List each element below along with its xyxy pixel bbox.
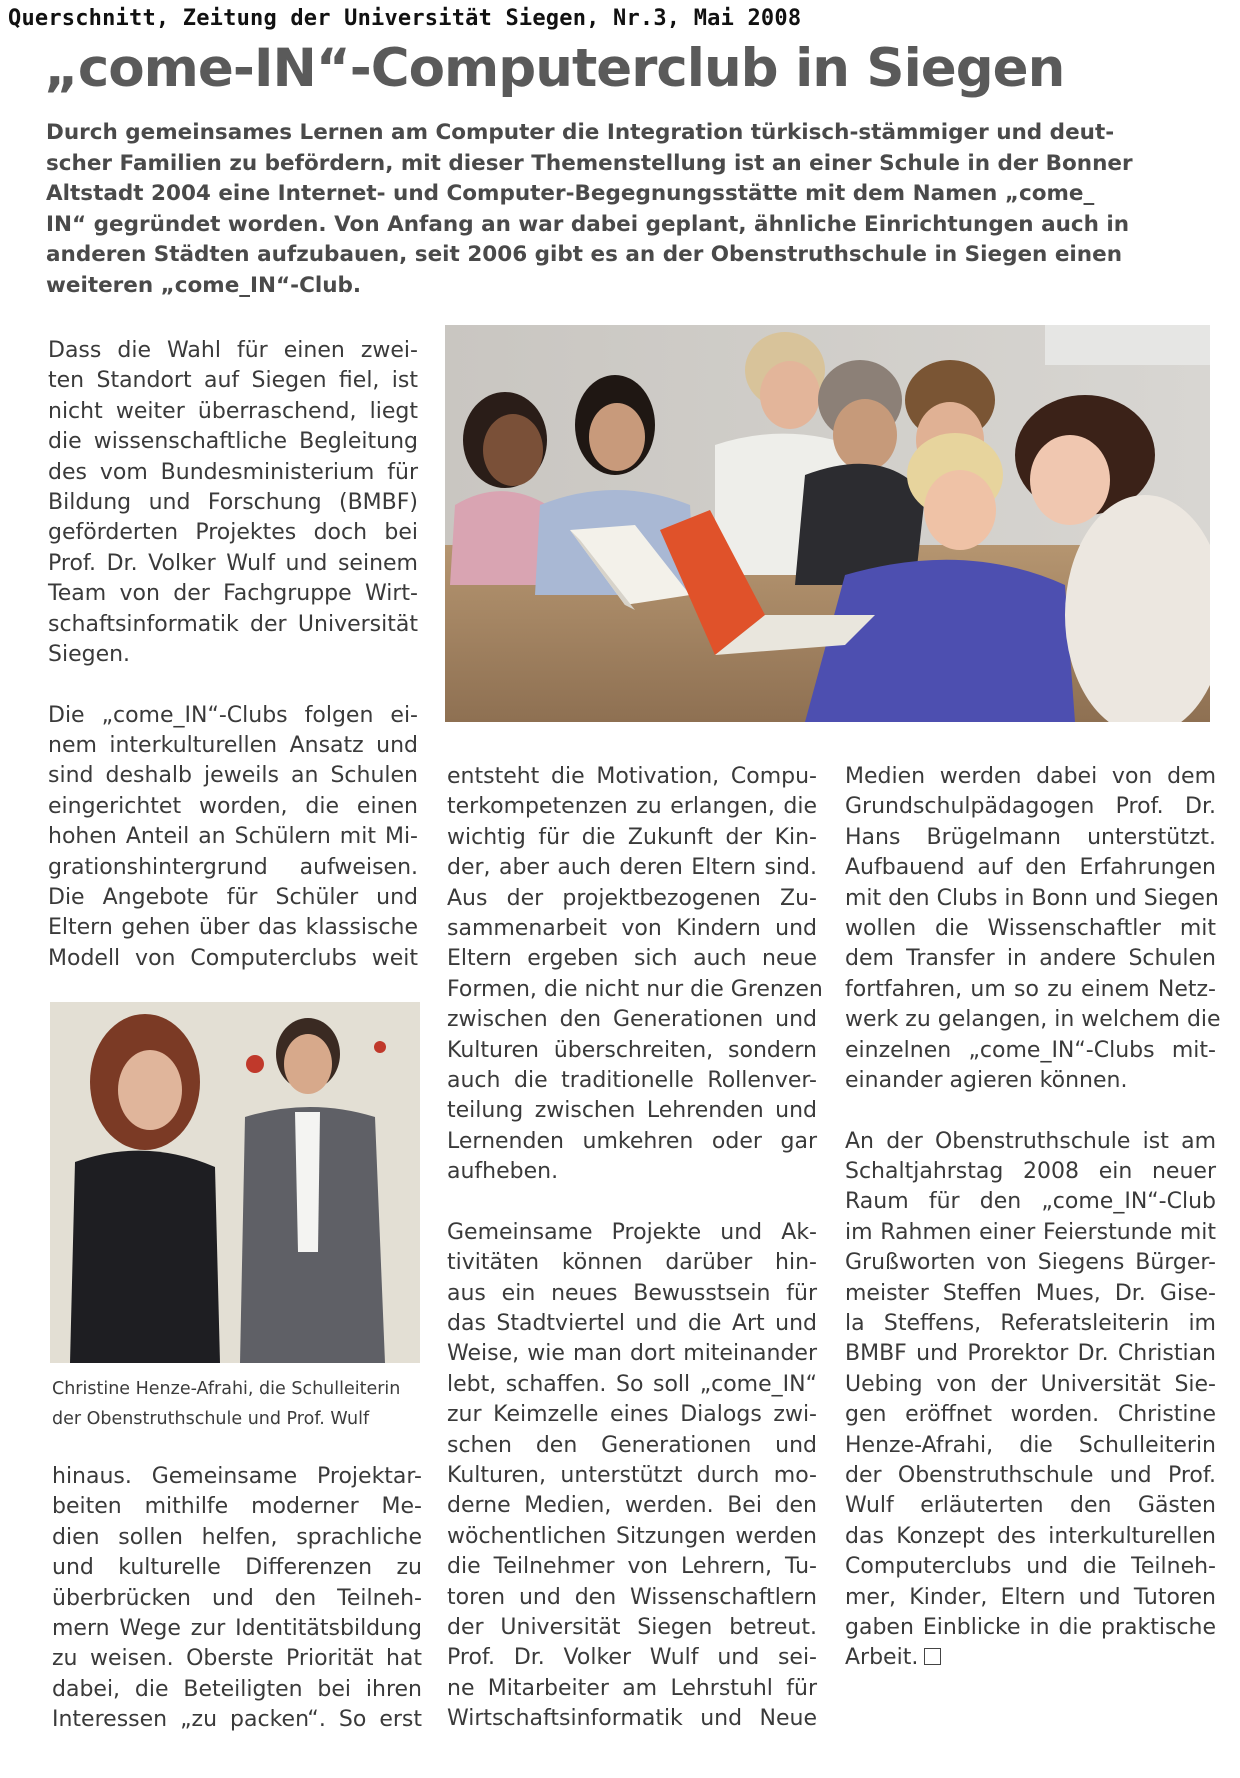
text-line: das Konzept des interkulturellen (845, 1523, 1216, 1549)
text-line: Die Angebote für Schüler und (48, 885, 418, 911)
text-line: Uebing von der Universität Sie- (845, 1371, 1216, 1397)
text-line: Kulturen, unterstützt durch mo- (447, 1462, 817, 1488)
text-line: Eltern gehen über das klassische (48, 915, 418, 941)
text-line: des vom Bundesministerium für (48, 459, 418, 485)
publication-header: Querschnitt, Zeitung der Universität Siegen, Nr.3, Mai 2008 (8, 6, 802, 31)
text-line: Bildung und Forschung (BMBF) (48, 489, 418, 515)
text-line: sammenarbeit von Kindern und (447, 915, 817, 941)
text-line: aufheben. (447, 1159, 559, 1185)
text-line: gaben Einblicke in die praktische (845, 1614, 1216, 1640)
text-line: Henze-Afrahi, die Schulleiterin (845, 1432, 1216, 1458)
article-headline: „come-IN“-Computerclub in Siegen (44, 38, 1065, 99)
text-line: IN“ gegründet worden. Von Anfang an war dabei geplant, ähnliche Einrichtungen auch in (46, 211, 1130, 237)
end-of-article-mark (924, 1648, 941, 1665)
photo-henze-afrahi-wulf (50, 1002, 420, 1363)
text-line: ne Mitarbeiter am Lehrstuhl für (447, 1675, 817, 1701)
text-line: Grußworten von Siegens Bürger- (845, 1250, 1216, 1276)
text-line: das Stadtviertel und die Art und (447, 1311, 817, 1337)
text-line: gen eröffnet worden. Christine (845, 1402, 1216, 1428)
text-line: meister Steffen Mues, Dr. Gise- (845, 1280, 1216, 1306)
text-line: terkompetenzen zu erlangen, die (447, 794, 817, 820)
text-line: Prof. Dr. Volker Wulf und seinem (48, 550, 418, 576)
text-line: Prof. Dr. Volker Wulf und sei- (447, 1645, 817, 1671)
text-line: Schaltjahrstag 2008 ein neuer (845, 1159, 1216, 1185)
text-line: geförderten Projektes doch bei (48, 520, 418, 546)
text-line: zur Keimzelle eines Dialogs zwi- (447, 1402, 817, 1428)
text-line: Team von der Fachgruppe Wirt- (48, 581, 418, 607)
paragraph-gap (845, 1096, 1216, 1126)
text-line: Arbeit. (845, 1643, 1216, 1673)
text-line: werk zu gelangen, in welchem die (845, 1007, 1221, 1033)
text-line: Altstadt 2004 eine Internet- und Computer-Begegnungsstätte mit dem Namen „come_ (46, 181, 1095, 206)
text-line: eingerichtet worden, die einen (48, 793, 418, 819)
text-line: der Universität Siegen betreut. (447, 1614, 817, 1640)
text-line: entsteht die Motivation, Compu- (447, 764, 817, 789)
text-line: der Obenstruthschule und Prof. Wulf (52, 1409, 370, 1429)
text-line: hinaus. Gemeinsame Projektar- (52, 1464, 422, 1489)
photo-children-laptops (445, 325, 1210, 722)
text-line: toren und den Wissenschaftlern (447, 1584, 817, 1610)
text-line: Weise, wie man dort miteinander (447, 1341, 817, 1367)
text-line: Siegen. (48, 641, 131, 667)
paragraph-gap (48, 670, 418, 700)
text-line: Wulf erläuterten den Gästen (845, 1493, 1216, 1519)
text-line: mer, Kinder, Eltern und Tutoren (845, 1584, 1216, 1610)
text-line: Computerclubs und die Teilneh- (845, 1554, 1216, 1580)
text-line: grationshintergrund aufweisen. (48, 854, 418, 880)
text-line: Wirtschaftsinformatik und Neue (447, 1706, 817, 1732)
text-line: fortfahren, um so zu einem Netz- (845, 976, 1216, 1002)
text-line: Dass die Wahl für einen zwei- (48, 338, 418, 363)
text-line: schaftsinformatik der Universität (48, 611, 418, 637)
text-line: dem Transfer in andere Schulen (845, 946, 1216, 972)
text-line: Lernenden umkehren oder gar (447, 1128, 817, 1154)
text-line: tivitäten können darüber hin- (447, 1250, 817, 1276)
column-1-top (48, 336, 418, 974)
text-line: Raum für den „come_IN“-Club (845, 1189, 1216, 1215)
column-2 (447, 762, 823, 1735)
text-line: der, aber auch deren Eltern sind. (447, 855, 817, 881)
text-line: Formen, die nicht nur die Grenzen (447, 976, 823, 1002)
text-line: Medien werden dabei von dem (845, 764, 1216, 789)
text-line: überbrücken und den Teilneh- (52, 1585, 422, 1611)
text-line: weiteren „come_IN“-Club. (46, 272, 362, 298)
text-line: teilung zwischen Lehrenden und (447, 1098, 817, 1124)
text-line: wichtig für die Zukunft der Kin- (447, 824, 817, 850)
text-line: Gemeinsame Projekte und Ak- (447, 1219, 817, 1245)
text-line: zwischen den Generationen und (447, 1007, 817, 1033)
column-1-bottom (52, 1462, 422, 1736)
text-line: wollen die Wissenschaftler mit (845, 915, 1216, 941)
text-line: die wissenschaftliche Begleitung (48, 429, 418, 455)
text-line: Aufbauend auf den Erfahrungen (845, 855, 1216, 881)
text-line: schen den Generationen und (447, 1432, 817, 1458)
text-line: Durch gemeinsames Lernen am Computer die Integration türkisch-stämmiger und deut- (46, 120, 1115, 145)
text-line: dabei, die Beteiligten bei ihren (52, 1676, 422, 1702)
text-line: hohen Anteil an Schülern mit Mi- (48, 824, 418, 850)
photo-caption (52, 1374, 422, 1434)
text-line: Kulturen überschreiten, sondern (447, 1037, 817, 1063)
text-line: Hans Brügelmann unterstützt. (845, 824, 1216, 850)
text-line: aus ein neues Bewusstsein für (447, 1280, 817, 1306)
text-line: nicht weiter überraschend, liegt (48, 398, 418, 424)
text-line: wöchentlichen Sitzungen werden (447, 1523, 817, 1549)
text-line: und kulturelle Differenzen zu (52, 1555, 422, 1581)
article-lead (46, 118, 1133, 301)
text-line: Grundschulpädagogen Prof. Dr. (845, 794, 1216, 820)
text-line: zu weisen. Oberste Priorität hat (52, 1646, 422, 1672)
text-line: Christine Henze-Afrahi, die Schulleiterin (52, 1379, 401, 1399)
text-line: mit den Clubs in Bonn und Siegen (845, 885, 1219, 911)
text-line: Interessen „zu packen“. So erst (52, 1707, 422, 1733)
text-line: einander agieren können. (845, 1067, 1128, 1093)
text-line: nem interkulturellen Ansatz und (48, 733, 418, 759)
column-3 (845, 762, 1221, 1674)
text-line: Die „come_IN“-Clubs folgen ei- (48, 702, 418, 728)
paragraph-gap (447, 1187, 817, 1217)
children-laptops-illustration (445, 325, 1210, 722)
text-line: im Rahmen einer Feierstunde mit (845, 1219, 1216, 1245)
text-line: anderen Städten aufzubauen, seit 2006 gibt es an der Obenstruthschule in Siegen einen (46, 242, 1122, 267)
text-line: lebt, schaffen. So soll „come_IN“ (447, 1371, 817, 1397)
text-line: ten Standort auf Siegen fiel, ist (48, 368, 418, 394)
two-people-illustration (50, 1002, 420, 1363)
text-line: die Teilnehmer von Lehrern, Tu- (447, 1554, 817, 1580)
text-line: An der Obenstruthschule ist am (845, 1128, 1216, 1154)
text-line: BMBF und Prorektor Dr. Christian (845, 1341, 1216, 1367)
text-line: dien sollen helfen, sprachliche (52, 1524, 422, 1550)
text-line: Eltern ergeben sich auch neue (447, 946, 817, 972)
text-line: einzelnen „come_IN“-Clubs mit- (845, 1037, 1216, 1063)
text-line: auch die traditionelle Rollenver- (447, 1067, 817, 1093)
text-line: mern Wege zur Identitätsbildung (52, 1615, 422, 1641)
text-line: scher Familien zu befördern, mit dieser Themenstellung ist an einer Schule in der Bonner (46, 150, 1133, 176)
text-line: sind deshalb jeweils an Schulen (48, 763, 418, 789)
text-line: la Steffens, Referatsleiterin im (845, 1311, 1216, 1337)
text-line: derne Medien, werden. Bei den (447, 1493, 817, 1519)
text-line: Modell von Computerclubs weit (48, 945, 418, 971)
text-line: der Obenstruthschule und Prof. (845, 1462, 1216, 1488)
text-line: beiten mithilfe moderner Me- (52, 1494, 422, 1520)
text-line: Aus der projektbezogenen Zu- (447, 885, 817, 911)
